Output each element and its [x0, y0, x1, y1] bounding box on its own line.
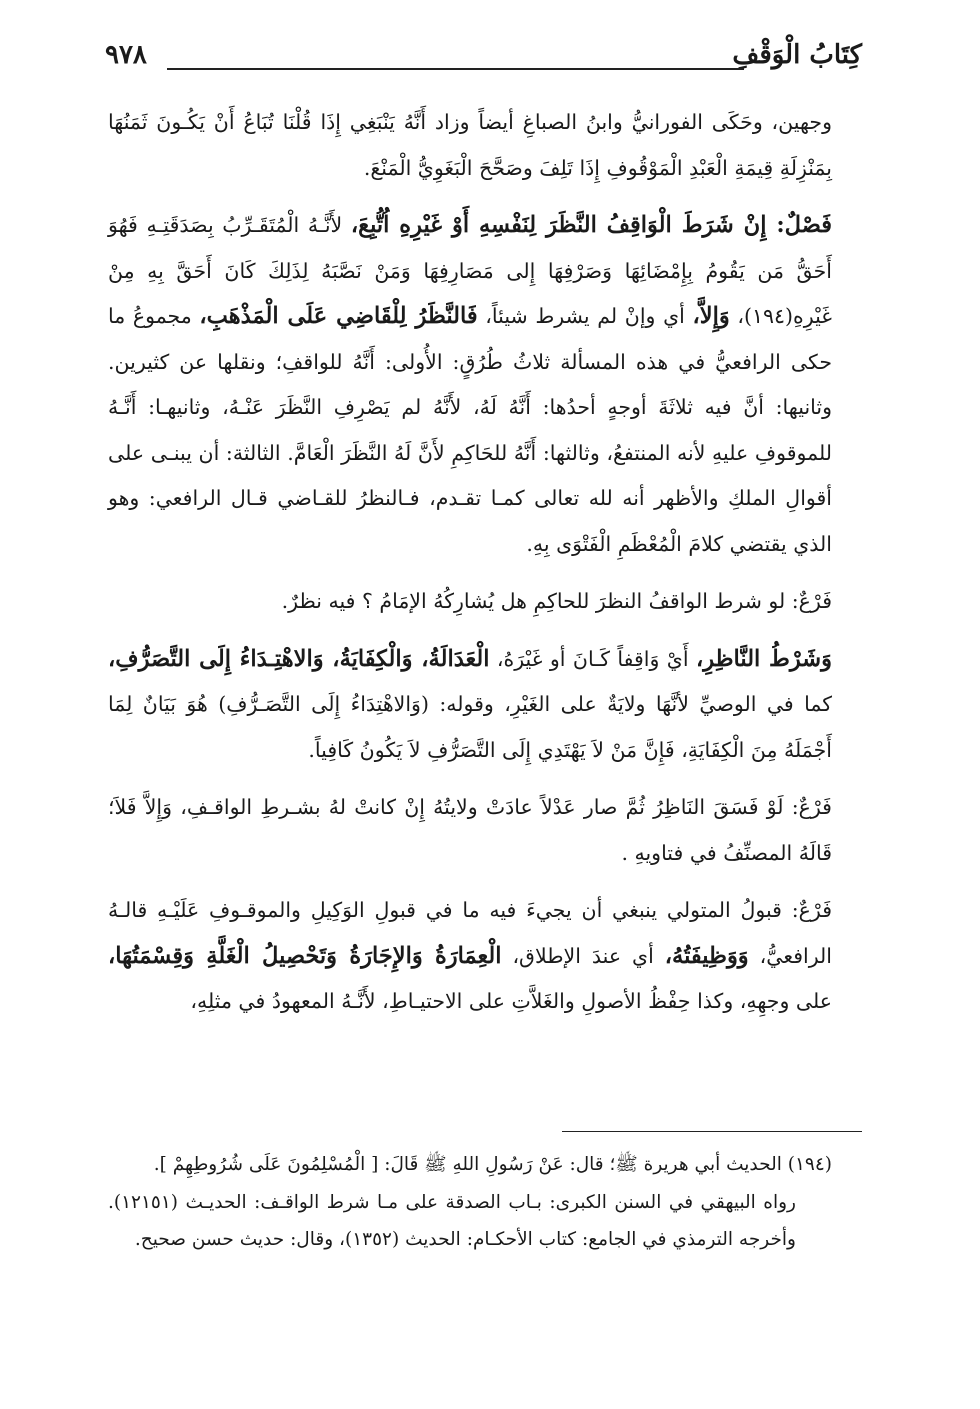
header-rule: [167, 68, 744, 70]
footnotes: [108, 1146, 832, 1259]
paragraph-6-text-1: فَرْعٌ: قبولُ المتولي ينبغي أن يجيءَ فيه ما في قبولِ الوَكِيلِ والموقـوفِ عَلَيْـهِ قالـهُ الرافعيُّ،: [108, 898, 833, 968]
paragraph-4: [108, 637, 832, 774]
paragraph-6: [108, 888, 832, 1025]
paragraph-6-bold-1: وَوَظِيفَتُهُ،: [664, 942, 749, 969]
paragraph-1: وجهين، وحَكَى الفورانيُّ وابنُ الصباغِ أيضاً وزاد أَنَّهُ يَنْبَغِي إِذَا قُلْنَا تُبَاعُ أَنْ يَكُـونَ ثَمَنُهَا بِمَنْزِلَةِ قِيمَةِ الْعَبْدِ الْمَوْقُوفِ إِذَا تَلِفَ وصَحَّحَ الْبَغَوِيُّ الْمَنْعَ.: [108, 110, 832, 180]
main-text: [108, 100, 832, 1025]
paragraph-5-far: فَرْعٌ: لَوْ فَسَقَ النَاظِرُ ثُمَّ صار عَدْلاً عادَتْ ولايتُهُ إِنْ كانتْ لهُ بشـرطِ الواقـفِ، وَإِلاَّ فَلاَ؛ قَالَهُ المصنِّفُ في فتاويهِ .: [108, 795, 832, 865]
paragraph-6-text-3: على وجهِهِ، وكذا حِفْظُ الأصولِ والغَلاَّتِ على الاحتيـاطِ، لأَنَّـهُ المعهودُ في مثلِهِ،: [190, 989, 832, 1013]
paragraph-6-bold-2: الْعِمَارَةُ وَالإِجَارَةُ وَتَحْصِيلُ الْغَلَّةِ وَقِسْمَتُهَا،: [108, 942, 502, 969]
page-number: ٩٧٨: [105, 40, 147, 70]
paragraph-4-bold-2: الْعَدَالَةُ، وَالْكِفَايَةُ، وَالاهْتِـدَاءُ إِلَى التَّصَرُّفِ،: [108, 645, 490, 672]
paragraph-2-bold-2: وَإِلاَّ،: [692, 303, 730, 329]
footnote-194: (١٩٤) الحديث أبي هريرة ﷺ؛ قال: عَنْ رَسُولِ اللهِ ﷺ قَالَ: [ الْمُسْلِمُونَ عَلَى شُرُوطِهِمْ ].: [153, 1154, 832, 1175]
fasl-heading: فَصْلٌ: إِنْ شَرَطَ الْوَاقِفُ النَّظَرَ لِنَفْسِهِ أَوْ غَيْرِهِ اُتُّبِعَ،: [350, 212, 832, 238]
paragraph-4-text-2: كما في الوصيِّ لأنَّهَا ولايَةٌ على الغَيْرِ، وقوله: (وَالاهْتِدَاءُ إِلَى التَّصَـرُّفِ) هُوَ بَيَانٌ لِمَا أَجْمَلَهُ مِنَ الْكِفَايَةِ، فَإِنَّ مَنْ لاَ يَهْتَدِي إِلَى التَّصَرُّفِ لاَ يَكُونُ كَافِياً.: [108, 692, 832, 762]
paragraph-2-text-1: لأَنَّـهُ الْمُتَقَـرِّبُ بِصَدَقَتِـهِ فَهُوَ أَحَقُّ مَن يَقُومُ بِإِمْضَائِهَا وَصَرْفِهَا إِلى مَصَارِفِهَا وَمَنْ نَصَّبَهُ لِذَلِكَ كَانَ أَحَقَّ بِهِ مِنْ غَيْرِهِ(١٩٤)،: [108, 213, 832, 328]
book-title: كِتَابُ الْوَقْفِ: [732, 40, 862, 70]
page-header: [105, 38, 862, 72]
paragraph-2-text-3: مجموعُ ما حكى الرافعيُّ في هذه المسألة ثلاثُ طُرُقٍ: الأُولى: أَنَّهُ للواقفِ؛ ونقلها عن كثيرين. وثانيها: أنَّ فيه ثلاثَةَ أوجهٍ أحدُها: أَنَّهُ لَهُ، لأَنَّهُ لم يَصْرِفِ النَّظَرَ عَنْـهُ، وثانيهـا: أَنَّـهُ للموقوفِ عليهِ لأنه المنتفعُ، وثالثها: أَنَّهُ للحَاكِمِ لأَنَّ لَهُ النَّظَرَ الْعَامَّ. الثالثة: أن يبنـى على أقوالِ الملكِ والأظهر أنه لله تعالى كمـا تقـدم، فـالنظرُ للقـاضي قـال الرافعي: وهو الذي يقتضي كلامَ الْمُعْظَمِ الْفَتْوَى بِهِ.: [108, 304, 832, 556]
paragraph-2-bold-3: فَالنَّظَرُ لِلْقَاضِي عَلَى الْمَذْهَبِ،: [199, 303, 478, 329]
footnote-rule: [562, 1131, 862, 1132]
paragraph-6-text-2: أي عندَ الإطلاق،: [501, 943, 665, 968]
footnote-194-source: رواه البيهقي في السنن الكبرى: بـاب الصدقة على مـا شرط الواقـف: الحديـث (١٢١٥١). وأخرجه الترمذي في الجامع: كتاب الأحكـام: الحديث (١٣٥٢)، وقال: حديث حسن صحيح.: [108, 1191, 796, 1250]
paragraph-3-far: فَرْعٌ: لو شرط الواقفُ النظرَ للحاكِمِ هل يُشارِكُهُ الإمَامُ ؟ فيه نظرٌ.: [281, 589, 832, 613]
paragraph-2: [108, 203, 832, 567]
paragraph-4-text-1: أَيْ وَاقِفاً كَـانَ أو غَيْرَهُ،: [489, 646, 696, 671]
paragraph-2-text-2: أي وإنْ لم يشرط شيئاً،: [477, 304, 693, 328]
paragraph-4-bold-1: وَشَرْطُ النَّاظِرِ،: [695, 645, 832, 672]
